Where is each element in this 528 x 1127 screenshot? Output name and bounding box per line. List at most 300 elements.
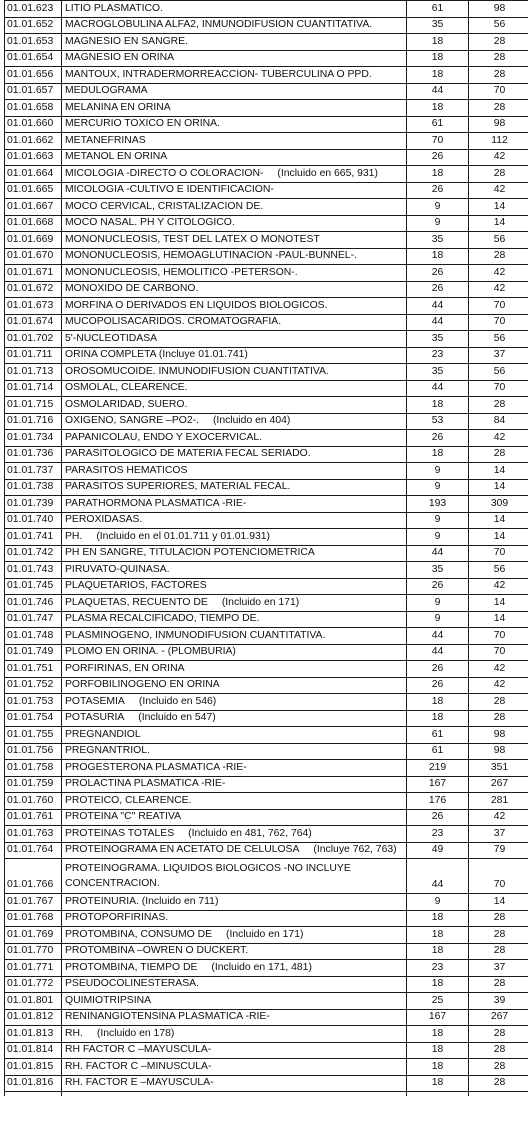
row-value-a: 9 — [407, 479, 469, 496]
table-row — [5, 430, 528, 447]
row-description: MONONUCLEOSIS, HEMOAGLUTINACION -PAUL-BUNNEL-. — [65, 250, 357, 262]
row-value-a: 61 — [407, 727, 469, 744]
row-description: PREGNANTRIOL. — [65, 745, 150, 757]
row-note: (Incluido en el 01.01.711 y 01.01.931) — [96, 530, 271, 542]
row-code: 01.01.767 — [5, 894, 62, 911]
row-value-a: 18 — [407, 397, 469, 414]
row-value-b: 42 — [469, 809, 528, 826]
row-code: 01.01.747 — [5, 611, 62, 628]
row-code: 01.01.716 — [5, 413, 62, 430]
row-value-a: 26 — [407, 149, 469, 166]
row-description-cell — [62, 83, 407, 100]
row-description-cell — [62, 265, 407, 282]
row-description: PH EN SANGRE, TITULACION POTENCIOMETRICA — [65, 547, 315, 559]
table-row — [5, 479, 528, 496]
row-value-b: 14 — [469, 199, 528, 216]
row-value-a: 49 — [407, 842, 469, 859]
row-value-b: 70 — [469, 83, 528, 100]
row-value-b: 37 — [469, 347, 528, 364]
row-code: 01.01.771 — [5, 960, 62, 977]
row-code: 01.01.745 — [5, 578, 62, 595]
row-value-b: 112 — [469, 133, 528, 150]
row-code: 01.01.754 — [5, 710, 62, 727]
row-note: (Incluido en 547) — [138, 712, 216, 724]
row-code: 01.01.801 — [5, 993, 62, 1010]
row-code: 01.01.749 — [5, 644, 62, 661]
row-code: 01.01.623 — [5, 1, 62, 18]
row-value-b: 28 — [469, 446, 528, 463]
table-row — [5, 463, 528, 480]
row-description: MELANINA EN ORINA — [65, 101, 171, 113]
row-value-a: 18 — [407, 67, 469, 84]
row-value-a: 18 — [407, 50, 469, 67]
row-code: 01.01.772 — [5, 976, 62, 993]
row-code: 01.01.658 — [5, 100, 62, 117]
row-code: 01.01.736 — [5, 446, 62, 463]
row-description: 5'-NUCLEOTIDASA — [65, 332, 158, 344]
row-value-b: 28 — [469, 910, 528, 927]
row-code: 01.01.751 — [5, 661, 62, 678]
row-value-b: 28 — [469, 1042, 528, 1059]
table-row — [5, 133, 528, 150]
row-value-b: 70 — [469, 545, 528, 562]
row-value-a: 44 — [407, 644, 469, 661]
row-code: 01.01.743 — [5, 562, 62, 579]
row-value-b: 70 — [469, 380, 528, 397]
row-description-cell — [62, 182, 407, 199]
table-row — [5, 248, 528, 265]
row-value-b: 42 — [469, 182, 528, 199]
row-description: PROTOPORFIRINAS. — [65, 912, 169, 924]
row-code: 01.01.672 — [5, 281, 62, 298]
row-description: PEROXIDASAS. — [65, 514, 143, 526]
cutoff-cell — [62, 1092, 407, 1097]
row-value-b: 42 — [469, 281, 528, 298]
row-note: (Incluido en 665, 931) — [277, 167, 378, 179]
row-code: 01.01.667 — [5, 199, 62, 216]
row-note: (Incluido en 481, 762, 764) — [188, 827, 312, 839]
row-description-cell — [62, 727, 407, 744]
row-description: PROTEINOGRAMA EN ACETATO DE CELULOSA — [65, 844, 300, 856]
row-description: PIRUVATO-QUINASA. — [65, 563, 170, 575]
row-value-a: 18 — [407, 943, 469, 960]
row-description: METANEFRINAS — [65, 134, 146, 146]
row-description: PROTOMBINA, TIEMPO DE — [65, 961, 198, 973]
row-value-a: 26 — [407, 677, 469, 694]
row-description-cell — [62, 611, 407, 628]
row-description-cell — [62, 595, 407, 612]
row-description-cell — [62, 430, 407, 447]
row-value-b: 281 — [469, 793, 528, 810]
table-row — [5, 842, 528, 859]
table-row — [5, 512, 528, 529]
table-row — [5, 1009, 528, 1026]
row-code: 01.01.711 — [5, 347, 62, 364]
row-code: 01.01.674 — [5, 314, 62, 331]
row-value-b: 28 — [469, 34, 528, 51]
table-row — [5, 83, 528, 100]
row-value-a: 18 — [407, 694, 469, 711]
row-code: 01.01.758 — [5, 760, 62, 777]
row-value-b: 28 — [469, 710, 528, 727]
table-row — [5, 694, 528, 711]
row-description: PORFOBILINOGENO EN ORINA — [65, 679, 220, 691]
row-description: MUCOPOLISACARIDOS. CROMATOGRAFIA. — [65, 316, 282, 328]
row-description-cell — [62, 314, 407, 331]
row-description-cell — [62, 1026, 407, 1043]
row-code: 01.01.739 — [5, 496, 62, 513]
row-value-b: 42 — [469, 677, 528, 694]
row-description: PARASITOS HEMATICOS — [65, 464, 188, 476]
row-value-b: 28 — [469, 397, 528, 414]
row-value-a: 18 — [407, 446, 469, 463]
row-description: PORFIRINAS, EN ORINA — [65, 662, 185, 674]
table-row — [5, 809, 528, 826]
table-row — [5, 116, 528, 133]
table-row — [5, 710, 528, 727]
row-code: 01.01.737 — [5, 463, 62, 480]
row-value-a: 9 — [407, 512, 469, 529]
row-value-b: 98 — [469, 743, 528, 760]
row-note: (Incluido en 171) — [221, 596, 300, 608]
row-value-a: 61 — [407, 743, 469, 760]
row-description-cell — [62, 976, 407, 993]
row-code: 01.01.660 — [5, 116, 62, 133]
row-description: LITIO PLASMATICO. — [65, 2, 163, 14]
row-code: 01.01.673 — [5, 298, 62, 315]
row-description-cell — [62, 479, 407, 496]
row-value-a: 23 — [407, 826, 469, 843]
row-description-cell — [62, 331, 407, 348]
row-value-b: 28 — [469, 694, 528, 711]
row-value-a: 18 — [407, 1026, 469, 1043]
row-code: 01.01.671 — [5, 265, 62, 282]
table-row — [5, 927, 528, 944]
row-code: 01.01.738 — [5, 479, 62, 496]
table-row — [5, 314, 528, 331]
row-code: 01.01.760 — [5, 793, 62, 810]
row-value-b: 14 — [469, 463, 528, 480]
row-code: 01.01.734 — [5, 430, 62, 447]
row-description: PROGESTERONA PLASMATICA -RIE- — [65, 761, 247, 773]
row-description-cell — [62, 149, 407, 166]
table-row — [5, 1, 528, 18]
row-description: MAGNESIO EN ORINA — [65, 52, 175, 64]
row-description: PLASMINOGENO, INMUNODIFUSION CUANTITATIVA. — [65, 629, 326, 641]
row-value-a: 9 — [407, 199, 469, 216]
row-value-b: 28 — [469, 1059, 528, 1076]
row-value-b: 42 — [469, 265, 528, 282]
row-value-a: 44 — [407, 83, 469, 100]
row-code: 01.01.653 — [5, 34, 62, 51]
table-row — [5, 67, 528, 84]
row-description-cell — [62, 842, 407, 859]
table-body — [5, 1, 528, 1097]
row-description: PAPANICOLAU, ENDO Y EXOCERVICAL. — [65, 431, 263, 443]
row-description-cell — [62, 133, 407, 150]
row-description-cell — [62, 826, 407, 843]
price-table-page — [4, 0, 523, 1096]
row-description: MEDULOGRAMA — [65, 85, 148, 97]
row-value-b: 98 — [469, 116, 528, 133]
row-description-cell — [62, 628, 407, 645]
row-value-b: 70 — [469, 859, 528, 894]
row-description: POTASEMIA — [65, 695, 125, 707]
row-description-cell — [62, 960, 407, 977]
row-value-a: 18 — [407, 1059, 469, 1076]
row-description-cell — [62, 496, 407, 513]
row-description: PROTEINA "C" REATIVA — [65, 811, 182, 823]
row-value-a: 9 — [407, 529, 469, 546]
row-value-a: 18 — [407, 100, 469, 117]
row-code: 01.01.815 — [5, 1059, 62, 1076]
row-value-a: 9 — [407, 611, 469, 628]
table-row — [5, 215, 528, 232]
row-code: 01.01.764 — [5, 842, 62, 859]
row-value-a: 18 — [407, 1042, 469, 1059]
row-value-b: 42 — [469, 149, 528, 166]
row-value-a: 26 — [407, 809, 469, 826]
row-value-b: 37 — [469, 960, 528, 977]
row-value-a: 35 — [407, 17, 469, 34]
row-value-a: 193 — [407, 496, 469, 513]
row-value-b: 14 — [469, 894, 528, 911]
row-value-a: 176 — [407, 793, 469, 810]
row-code: 01.01.702 — [5, 331, 62, 348]
row-code: 01.01.756 — [5, 743, 62, 760]
row-description: PROTEINAS TOTALES — [65, 827, 175, 839]
row-description-cell — [62, 116, 407, 133]
table-row — [5, 960, 528, 977]
row-description: MONONUCLEOSIS, TEST DEL LATEX O MONOTEST — [65, 233, 320, 245]
row-description: POTASURIA — [65, 712, 125, 724]
table-row — [5, 397, 528, 414]
row-description: PROTOMBINA –OWREN O DUCKERT. — [65, 945, 249, 957]
row-value-a: 18 — [407, 976, 469, 993]
row-value-a: 18 — [407, 910, 469, 927]
table-row — [5, 859, 528, 894]
row-description-cell — [62, 463, 407, 480]
row-value-b: 28 — [469, 1026, 528, 1043]
row-description-cell — [62, 943, 407, 960]
row-value-a: 61 — [407, 1, 469, 18]
row-code: 01.01.763 — [5, 826, 62, 843]
row-description-cell — [62, 67, 407, 84]
table-row — [5, 100, 528, 117]
row-note: (Incluido en 178) — [96, 1027, 175, 1039]
row-description-cell — [62, 859, 407, 894]
row-description-cell — [62, 529, 407, 546]
row-value-a: 44 — [407, 859, 469, 894]
row-code: 01.01.714 — [5, 380, 62, 397]
table-row — [5, 644, 528, 661]
table-row — [5, 529, 528, 546]
row-description: PH. — [65, 530, 83, 542]
row-value-b: 98 — [469, 727, 528, 744]
row-description-cell — [62, 793, 407, 810]
row-code: 01.01.669 — [5, 232, 62, 249]
row-code: 01.01.741 — [5, 529, 62, 546]
row-description-cell — [62, 710, 407, 727]
row-value-b: 28 — [469, 100, 528, 117]
row-description-cell — [62, 512, 407, 529]
row-value-b: 42 — [469, 661, 528, 678]
row-value-a: 23 — [407, 347, 469, 364]
row-description: RH. — [65, 1027, 83, 1039]
row-value-b: 28 — [469, 1075, 528, 1092]
row-value-a: 26 — [407, 661, 469, 678]
row-description-cell — [62, 166, 407, 183]
row-description: OSMOLAL, CLEARENCE. — [65, 382, 188, 394]
table-row — [5, 496, 528, 513]
row-description-cell — [62, 413, 407, 430]
row-description-cell — [62, 1075, 407, 1092]
row-description-cell — [62, 1042, 407, 1059]
row-code: 01.01.816 — [5, 1075, 62, 1092]
row-description-cell — [62, 199, 407, 216]
row-value-b: 70 — [469, 314, 528, 331]
table-row — [5, 232, 528, 249]
row-description: PLAQUETARIOS, FACTORES — [65, 580, 207, 592]
row-value-b: 39 — [469, 993, 528, 1010]
row-description-cell — [62, 910, 407, 927]
row-value-a: 9 — [407, 595, 469, 612]
row-description-cell — [62, 809, 407, 826]
row-code: 01.01.665 — [5, 182, 62, 199]
row-value-b: 84 — [469, 413, 528, 430]
table-row — [5, 380, 528, 397]
table-row — [5, 166, 528, 183]
row-code: 01.01.761 — [5, 809, 62, 826]
row-description: MANTOUX, INTRADERMORREACCION- TUBERCULINA O PPD. — [65, 68, 372, 80]
row-value-b: 56 — [469, 562, 528, 579]
table-row-cutoff — [5, 1092, 528, 1097]
row-value-b: 98 — [469, 1, 528, 18]
row-value-a: 44 — [407, 314, 469, 331]
row-value-a: 44 — [407, 298, 469, 315]
row-value-a: 25 — [407, 993, 469, 1010]
row-description: RH FACTOR C –MAYUSCULA- — [65, 1044, 212, 1056]
row-description-cell — [62, 50, 407, 67]
table-row — [5, 446, 528, 463]
row-description-cell — [62, 34, 407, 51]
row-note: (Incluido en 171) — [226, 928, 304, 940]
row-code: 01.01.715 — [5, 397, 62, 414]
cutoff-cell — [469, 1092, 528, 1097]
row-value-a: 9 — [407, 215, 469, 232]
row-value-b: 309 — [469, 496, 528, 513]
row-description: METANOL EN ORINA — [65, 151, 168, 163]
cutoff-cell — [407, 1092, 469, 1097]
table-row — [5, 910, 528, 927]
table-row — [5, 677, 528, 694]
row-value-b: 28 — [469, 50, 528, 67]
row-value-a: 18 — [407, 1075, 469, 1092]
row-description: OROSOMUCOIDE. INMUNODIFUSION CUANTITATIVA. — [65, 365, 329, 377]
row-description: PARASITOS SUPERIORES, MATERIAL FECAL. — [65, 481, 291, 493]
row-value-a: 26 — [407, 182, 469, 199]
row-value-b: 70 — [469, 298, 528, 315]
table-row — [5, 199, 528, 216]
row-description-cell — [62, 281, 407, 298]
row-note: (Incluido en 171, 481) — [211, 961, 312, 973]
row-description: MONONUCLEOSIS, HEMOLITICO -PETERSON-. — [65, 266, 298, 278]
row-description: OSMOLARIDAD, SUERO. — [65, 398, 188, 410]
row-note: (Incluye 762, 763) — [313, 844, 397, 856]
table-row — [5, 578, 528, 595]
table-row — [5, 1042, 528, 1059]
row-value-b: 14 — [469, 529, 528, 546]
row-value-a: 61 — [407, 116, 469, 133]
row-value-b: 14 — [469, 595, 528, 612]
table-row — [5, 727, 528, 744]
table-row — [5, 943, 528, 960]
row-description: ORINA COMPLETA (Incluye 01.01.741) — [65, 349, 248, 361]
table-row — [5, 281, 528, 298]
row-value-a: 18 — [407, 248, 469, 265]
row-code: 01.01.814 — [5, 1042, 62, 1059]
row-code: 01.01.769 — [5, 927, 62, 944]
row-description-cell — [62, 380, 407, 397]
table-row — [5, 34, 528, 51]
row-description: MORFINA O DERIVADOS EN LIQUIDOS BIOLOGICOS. — [65, 299, 328, 311]
row-description-cell — [62, 927, 407, 944]
row-value-a: 9 — [407, 463, 469, 480]
row-value-b: 79 — [469, 842, 528, 859]
row-description-cell — [62, 545, 407, 562]
row-code: 01.01.654 — [5, 50, 62, 67]
table-row — [5, 760, 528, 777]
row-description-cell — [62, 1059, 407, 1076]
row-note: (Incluido en 404) — [212, 415, 291, 427]
row-value-a: 18 — [407, 166, 469, 183]
row-code: 01.01.657 — [5, 83, 62, 100]
row-value-b: 14 — [469, 215, 528, 232]
row-value-b: 267 — [469, 776, 528, 793]
row-code: 01.01.812 — [5, 1009, 62, 1026]
table-row — [5, 347, 528, 364]
row-code: 01.01.742 — [5, 545, 62, 562]
row-value-a: 18 — [407, 927, 469, 944]
row-value-a: 70 — [407, 133, 469, 150]
row-value-b: 28 — [469, 943, 528, 960]
table-row — [5, 545, 528, 562]
table-row — [5, 993, 528, 1010]
row-value-b: 56 — [469, 17, 528, 34]
row-description-cell — [62, 347, 407, 364]
row-description-cell — [62, 215, 407, 232]
table-row — [5, 1026, 528, 1043]
row-description-cell — [62, 100, 407, 117]
row-value-b: 37 — [469, 826, 528, 843]
row-value-a: 44 — [407, 380, 469, 397]
row-description-cell — [62, 993, 407, 1010]
row-description: RH. FACTOR C –MINUSCULA- — [65, 1060, 212, 1072]
row-description: QUIMIOTRIPSINA — [65, 994, 152, 1006]
row-code: 01.01.670 — [5, 248, 62, 265]
table-row — [5, 182, 528, 199]
row-value-a: 53 — [407, 413, 469, 430]
row-code: 01.01.668 — [5, 215, 62, 232]
table-row — [5, 265, 528, 282]
table-row — [5, 50, 528, 67]
table-row — [5, 793, 528, 810]
row-value-a: 35 — [407, 364, 469, 381]
row-value-b: 14 — [469, 512, 528, 529]
row-value-a: 219 — [407, 760, 469, 777]
row-description-cell — [62, 760, 407, 777]
row-description: PROTEICO, CLEARENCE. — [65, 794, 192, 806]
